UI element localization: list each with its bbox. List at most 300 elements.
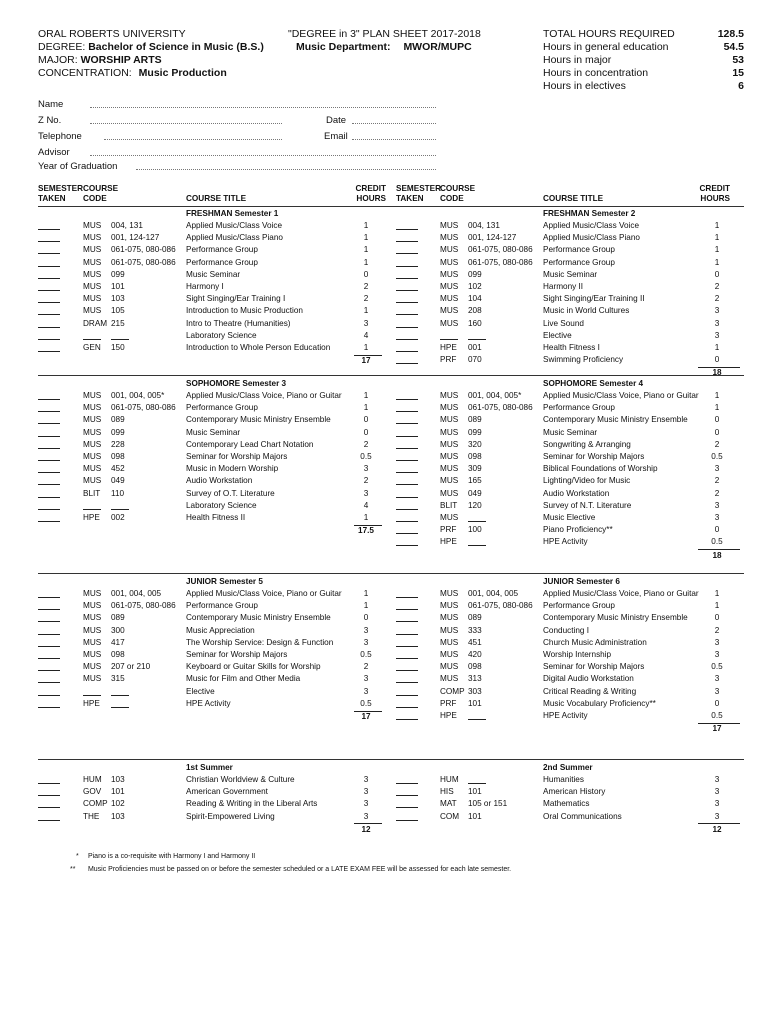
taken-checkbox[interactable] [38, 795, 60, 796]
taken-checkbox[interactable] [396, 339, 418, 340]
semester-title: FRESHMAN Semester 2 [543, 209, 636, 218]
course-number: 061-075, 080-086 [111, 403, 176, 413]
credit-hours: 3 [363, 787, 369, 797]
course-title: Digital Audio Workstation [543, 674, 634, 684]
col-credit-right: CREDIT [699, 184, 730, 193]
taken-checkbox[interactable] [38, 339, 60, 340]
course-dept: MUS [83, 674, 102, 684]
course-title: Spirit-Empowered Living [186, 811, 275, 821]
taken-checkbox[interactable] [396, 411, 418, 412]
course-dept: MUS [83, 625, 102, 635]
credit-hours: 1 [363, 306, 369, 316]
concentration-value: Music Production [138, 67, 227, 79]
credit-hours: 0.5 [360, 650, 372, 659]
plan-title: "DEGREE in 3" PLAN SHEET 2017-2018 [288, 28, 481, 40]
taken-checkbox[interactable] [396, 363, 418, 364]
email-field[interactable] [352, 139, 436, 140]
taken-checkbox[interactable] [396, 399, 418, 400]
course-title: Seminar for Worship Majors [543, 662, 645, 672]
semester-title: JUNIOR Semester 6 [543, 577, 620, 586]
semester-total-hours: 17 [712, 724, 722, 734]
semester-title: 1st Summer [186, 763, 233, 772]
taken-checkbox[interactable] [396, 670, 418, 671]
taken-checkbox[interactable] [396, 609, 418, 610]
credit-hours: 3 [714, 464, 720, 474]
taken-checkbox[interactable] [38, 436, 60, 437]
semester-total-hours: 12 [361, 824, 371, 834]
course-number-blank [468, 521, 486, 522]
course-dept: BLIT [83, 488, 101, 498]
course-number: 208 [468, 306, 482, 316]
course-title: Performance Group [186, 257, 258, 267]
credit-hours: 0 [363, 415, 369, 425]
semester-total-hours: 18 [712, 550, 722, 560]
taken-checkbox[interactable] [396, 229, 418, 230]
course-title: Sight Singing/Ear Training II [543, 294, 645, 304]
credit-hours: 1 [714, 403, 720, 413]
taken-checkbox[interactable] [396, 621, 418, 622]
date-field[interactable] [352, 123, 436, 124]
col-course-left: COURSE [83, 184, 119, 193]
course-dept: MUS [440, 452, 459, 461]
course-dept: MUS [440, 318, 459, 328]
course-number: 110 [111, 488, 125, 498]
taken-checkbox[interactable] [38, 460, 60, 461]
taken-checkbox[interactable] [38, 229, 60, 230]
course-title: Laboratory Science [186, 330, 257, 340]
taken-checkbox[interactable] [38, 448, 60, 449]
course-title: Reading & Writing in the Liberal Arts [186, 799, 318, 809]
credit-hours: 0.5 [360, 698, 372, 708]
course-dept: MUS [440, 513, 459, 522]
course-dept: MUS [83, 269, 102, 279]
course-number-blank [468, 339, 486, 340]
credit-hours: 0.5 [711, 537, 723, 547]
course-number: 089 [111, 613, 125, 623]
course-dept: HPE [83, 513, 100, 522]
taken-checkbox[interactable] [38, 621, 60, 622]
course-dept-blank [83, 339, 101, 340]
course-title: Music Appreciation [186, 625, 255, 635]
taken-checkbox[interactable] [396, 436, 418, 437]
course-title: Applied Music/Class Voice, Piano or Guitar [186, 391, 342, 400]
course-title: Contemporary Music Ministry Ensemble [186, 613, 331, 623]
taken-checkbox[interactable] [396, 290, 418, 291]
taken-checkbox[interactable] [38, 351, 60, 352]
credit-hours: 0 [714, 525, 720, 535]
credit-hours: 3 [363, 674, 369, 684]
course-title: Humanities [543, 775, 584, 784]
course-number: 320 [468, 439, 482, 449]
course-dept: MUS [83, 306, 102, 316]
col-hours-left: HOURS [356, 194, 386, 203]
course-title: Audio Workstation [543, 488, 610, 498]
major-label: MAJOR: [38, 54, 78, 66]
taken-checkbox[interactable] [38, 634, 60, 635]
col-code-left: CODE [83, 194, 107, 203]
course-title: Applied Music/Class Piano [186, 233, 283, 243]
credit-hours: 1 [363, 221, 369, 230]
course-dept: COMP [83, 799, 108, 809]
block-divider [38, 375, 744, 376]
credit-hours: 2 [363, 662, 369, 672]
total-value: 128.5 [717, 28, 744, 40]
credit-hours: 1 [714, 245, 720, 255]
taken-checkbox[interactable] [396, 302, 418, 303]
course-title: Applied Music/Class Piano [543, 233, 640, 243]
course-number: 417 [111, 637, 125, 647]
course-title: Contemporary Lead Chart Notation [186, 439, 314, 449]
course-dept: MUS [83, 282, 102, 291]
course-number: 098 [111, 650, 125, 659]
taken-checkbox[interactable] [38, 327, 60, 328]
credit-hours: 0 [714, 415, 720, 425]
col-semester-left: SEMESTER [38, 184, 84, 193]
credit-hours: 0.5 [711, 452, 723, 461]
taken-checkbox[interactable] [38, 783, 60, 784]
course-title: HPE Activity [543, 711, 588, 720]
course-number-blank [111, 707, 129, 708]
course-dept-blank [83, 509, 101, 510]
header-rule [38, 206, 744, 207]
course-title: Music Seminar [543, 269, 598, 279]
taken-checkbox[interactable] [38, 399, 60, 400]
course-dept: MUS [440, 589, 459, 598]
taken-checkbox[interactable] [396, 695, 418, 696]
taken-checkbox[interactable] [38, 314, 60, 315]
taken-checkbox[interactable] [38, 807, 60, 808]
course-number: 099 [111, 269, 125, 279]
semester-total-hours: 12 [712, 824, 722, 834]
taken-checkbox[interactable] [38, 423, 60, 424]
semester-title: 2nd Summer [543, 763, 593, 772]
semester-title: FRESHMAN Semester 1 [186, 209, 279, 218]
course-title: Performance Group [186, 601, 258, 611]
taken-checkbox[interactable] [396, 314, 418, 315]
credit-hours: 0 [714, 269, 720, 279]
course-title: Introduction to Whole Person Education [186, 343, 331, 352]
course-dept: MUS [440, 464, 459, 474]
credit-hours: 3 [714, 637, 720, 647]
taken-checkbox[interactable] [38, 290, 60, 291]
taken-checkbox[interactable] [396, 707, 418, 708]
taken-checkbox[interactable] [396, 783, 418, 784]
taken-checkbox[interactable] [396, 820, 418, 821]
credit-hours: 3 [714, 811, 720, 821]
zno-label: Z No. [38, 115, 62, 126]
taken-checkbox[interactable] [38, 707, 60, 708]
taken-checkbox[interactable] [38, 695, 60, 696]
credit-hours: 0 [363, 613, 369, 623]
taken-checkbox[interactable] [38, 682, 60, 683]
course-dept: MUS [440, 282, 459, 291]
taken-checkbox[interactable] [396, 472, 418, 473]
course-title: Biblical Foundations of Worship [543, 464, 658, 474]
taken-checkbox[interactable] [38, 670, 60, 671]
course-title: Music in World Cultures [543, 306, 630, 316]
taken-checkbox[interactable] [396, 448, 418, 449]
semester-title: SOPHOMORE Semester 3 [186, 379, 287, 388]
course-dept: MUS [440, 439, 459, 449]
taken-checkbox[interactable] [396, 682, 418, 683]
course-number: 001 [468, 343, 482, 352]
course-dept: HUM [83, 775, 102, 784]
credit-hours: 0.5 [360, 452, 372, 461]
course-dept: HPE [440, 343, 457, 352]
credit-hours: 2 [714, 282, 720, 291]
taken-checkbox[interactable] [396, 497, 418, 498]
name-field[interactable] [90, 107, 436, 108]
footnote-2: ** Music Proficiencies must be passed on or before the semester scheduled or a LATE EXAM FEE will be assessed for each late semester. [70, 866, 512, 873]
course-dept: MUS [440, 403, 459, 413]
zno-field[interactable] [90, 123, 282, 124]
course-dept: MUS [83, 476, 102, 486]
advisor-field[interactable] [90, 155, 436, 156]
course-dept: MUS [83, 589, 102, 598]
major-value: WORSHIP ARTS [80, 54, 162, 66]
credit-hours: 1 [363, 513, 369, 522]
course-number: 001, 124-127 [468, 233, 517, 243]
course-title: Christian Worldview & Culture [186, 775, 295, 784]
course-title: Seminar for Worship Majors [186, 452, 288, 461]
course-number: 101 [468, 811, 482, 821]
course-number: 004, 131 [111, 221, 143, 230]
block-divider [38, 573, 744, 574]
course-dept: PRF [440, 698, 457, 708]
course-title: Intro to Theatre (Humanities) [186, 318, 291, 328]
course-dept: MUS [83, 464, 102, 474]
taken-checkbox[interactable] [38, 820, 60, 821]
course-dept: MUS [83, 257, 102, 267]
taken-checkbox[interactable] [38, 253, 60, 254]
course-number: 061-075, 080-086 [111, 257, 176, 267]
course-number: 049 [468, 488, 482, 498]
taken-checkbox[interactable] [396, 521, 418, 522]
semester-title: JUNIOR Semester 5 [186, 577, 263, 586]
degree-value: Bachelor of Science in Music (B.S.) [88, 41, 264, 53]
course-title: Survey of N.T. Literature [543, 500, 632, 510]
course-dept: MUS [440, 625, 459, 635]
credit-hours: 1 [363, 343, 369, 352]
course-dept: HPE [440, 537, 457, 547]
taken-checkbox[interactable] [396, 533, 418, 534]
course-title: The Worship Service: Design & Function [186, 637, 334, 647]
taken-checkbox[interactable] [38, 278, 60, 279]
course-dept: MUS [83, 221, 102, 230]
course-dept: MUS [440, 476, 459, 486]
course-title: Lighting/Video for Music [543, 476, 631, 486]
credit-hours: 3 [714, 650, 720, 659]
taken-checkbox[interactable] [396, 278, 418, 279]
course-dept: COMP [440, 686, 465, 696]
col-taken-left: TAKEN [38, 194, 66, 203]
col-course-right: COURSE [440, 184, 476, 193]
total-label: Hours in electives [543, 80, 626, 92]
taken-checkbox[interactable] [38, 302, 60, 303]
taken-checkbox[interactable] [396, 423, 418, 424]
credit-hours: 3 [363, 318, 369, 328]
taken-checkbox[interactable] [396, 253, 418, 254]
graduation-year-label: Year of Graduation [38, 161, 118, 172]
course-dept: PRF [440, 525, 457, 535]
course-number: 104 [468, 294, 482, 304]
taken-checkbox[interactable] [38, 241, 60, 242]
taken-checkbox[interactable] [396, 807, 418, 808]
credit-hours: 2 [363, 294, 369, 304]
course-title: American Government [186, 787, 268, 797]
course-title: Songwriting & Arranging [543, 439, 631, 449]
col-taken-right: TAKEN [396, 194, 424, 203]
taken-checkbox[interactable] [38, 609, 60, 610]
course-number: 061-075, 080-086 [468, 403, 533, 413]
course-number: 004, 131 [468, 221, 500, 230]
taken-checkbox[interactable] [38, 411, 60, 412]
course-number: 102 [111, 799, 125, 809]
course-number: 001, 004, 005* [111, 391, 165, 400]
course-number: 001, 004, 005 [111, 589, 162, 598]
degree-line [38, 41, 264, 54]
block-divider [38, 759, 744, 760]
credit-hours: 3 [363, 637, 369, 647]
credit-hours: 3 [714, 787, 720, 797]
course-number: 300 [111, 625, 125, 635]
taken-checkbox[interactable] [396, 266, 418, 267]
credit-hours: 0.5 [711, 662, 723, 672]
taken-checkbox[interactable] [38, 509, 60, 510]
course-number: 099 [468, 427, 482, 437]
course-title: Performance Group [186, 245, 258, 255]
semester-total-hours: 17 [361, 356, 371, 366]
course-title: Performance Group [186, 403, 258, 413]
taken-checkbox[interactable] [38, 472, 60, 473]
taken-checkbox[interactable] [396, 795, 418, 796]
university-name: ORAL ROBERTS UNIVERSITY [38, 28, 186, 40]
semester-total-hours: 17 [361, 712, 371, 721]
telephone-field[interactable] [104, 139, 282, 140]
course-dept: MUS [440, 415, 459, 425]
taken-checkbox[interactable] [38, 597, 60, 598]
course-number: 315 [111, 674, 125, 684]
course-number: 070 [468, 355, 482, 365]
course-number: 105 [111, 306, 125, 316]
graduation-year-field[interactable] [136, 169, 436, 170]
course-number: 001, 124-127 [111, 233, 160, 243]
taken-checkbox[interactable] [38, 521, 60, 522]
email-label: Email [324, 131, 348, 142]
course-title: Music in Modern Worship [186, 464, 279, 474]
taken-checkbox[interactable] [396, 597, 418, 598]
course-title: Worship Internship [543, 650, 612, 659]
course-title: Music Seminar [186, 427, 241, 437]
semester-total-hours: 18 [712, 368, 722, 378]
credit-hours: 0.5 [711, 711, 723, 720]
taken-checkbox[interactable] [38, 484, 60, 485]
taken-checkbox[interactable] [396, 646, 418, 647]
course-title: Performance Group [543, 601, 615, 611]
taken-checkbox[interactable] [396, 351, 418, 352]
course-dept: GEN [83, 343, 101, 352]
course-dept: MUS [83, 650, 102, 659]
course-number: 451 [468, 637, 482, 647]
taken-checkbox[interactable] [38, 646, 60, 647]
taken-checkbox[interactable] [396, 719, 418, 720]
credit-hours: 1 [714, 589, 720, 598]
course-number: 101 [468, 698, 482, 708]
course-number: 215 [111, 318, 125, 328]
credit-hours: 3 [714, 775, 720, 784]
taken-checkbox[interactable] [396, 658, 418, 659]
total-value: 53 [732, 54, 744, 66]
credit-hours: 2 [714, 488, 720, 498]
taken-checkbox[interactable] [38, 497, 60, 498]
taken-checkbox[interactable] [396, 327, 418, 328]
taken-checkbox[interactable] [396, 484, 418, 485]
taken-checkbox[interactable] [396, 509, 418, 510]
course-number: 098 [111, 452, 125, 461]
taken-checkbox[interactable] [38, 658, 60, 659]
credit-hours: 1 [363, 391, 369, 400]
credit-hours: 3 [714, 500, 720, 510]
course-number: 313 [468, 674, 482, 684]
course-title: Survey of O.T. Literature [186, 488, 275, 498]
footnote-1: * Piano is a co-requisite with Harmony I and Harmony II [76, 853, 256, 860]
course-number: 001, 004, 005* [468, 391, 522, 400]
course-title: Harmony I [186, 282, 224, 291]
credit-hours: 1 [714, 221, 720, 230]
course-number: 103 [111, 775, 125, 784]
course-number: 089 [468, 613, 482, 623]
course-number: 102 [468, 282, 482, 291]
credit-hours: 3 [363, 811, 369, 821]
course-title: Oral Communications [543, 811, 622, 821]
course-title: Applied Music/Class Voice [543, 221, 640, 230]
taken-checkbox[interactable] [396, 460, 418, 461]
total-value: 15 [732, 67, 744, 79]
credit-hours: 3 [714, 306, 720, 316]
course-title: Health Fitness II [186, 513, 246, 522]
taken-checkbox[interactable] [396, 545, 418, 546]
course-dept: MUS [83, 601, 102, 611]
credit-hours: 0 [363, 269, 369, 279]
course-title: Applied Music/Class Voice, Piano or Guitar [543, 391, 699, 400]
col-title-right: COURSE TITLE [543, 194, 604, 203]
concentration-line [38, 67, 227, 80]
course-number: 099 [111, 427, 125, 437]
total-label: Hours in general education [543, 41, 669, 53]
course-title: Health Fitness I [543, 343, 600, 352]
course-number: 061-075, 080-086 [468, 257, 533, 267]
course-number-blank [111, 509, 129, 510]
department-code: MWOR/MUPC [403, 41, 472, 53]
course-dept: MUS [440, 650, 459, 659]
course-title: Keyboard or Guitar Skills for Worship [186, 662, 321, 672]
col-code-right: CODE [440, 194, 464, 203]
course-title: Conducting I [543, 625, 589, 635]
credit-hours: 3 [363, 775, 369, 784]
total-value: 6 [738, 80, 744, 92]
course-dept: MUS [440, 245, 459, 255]
course-dept: HPE [440, 711, 457, 720]
course-title: Live Sound [543, 318, 584, 328]
course-title: Applied Music/Class Voice, Piano or Guitar [186, 589, 342, 598]
course-title: Music for Film and Other Media [186, 674, 301, 684]
major-line [38, 54, 162, 67]
taken-checkbox[interactable] [396, 241, 418, 242]
date-label: Date [326, 115, 347, 126]
taken-checkbox[interactable] [396, 634, 418, 635]
semester-total-hours: 17.5 [358, 526, 374, 536]
taken-checkbox[interactable] [38, 266, 60, 267]
